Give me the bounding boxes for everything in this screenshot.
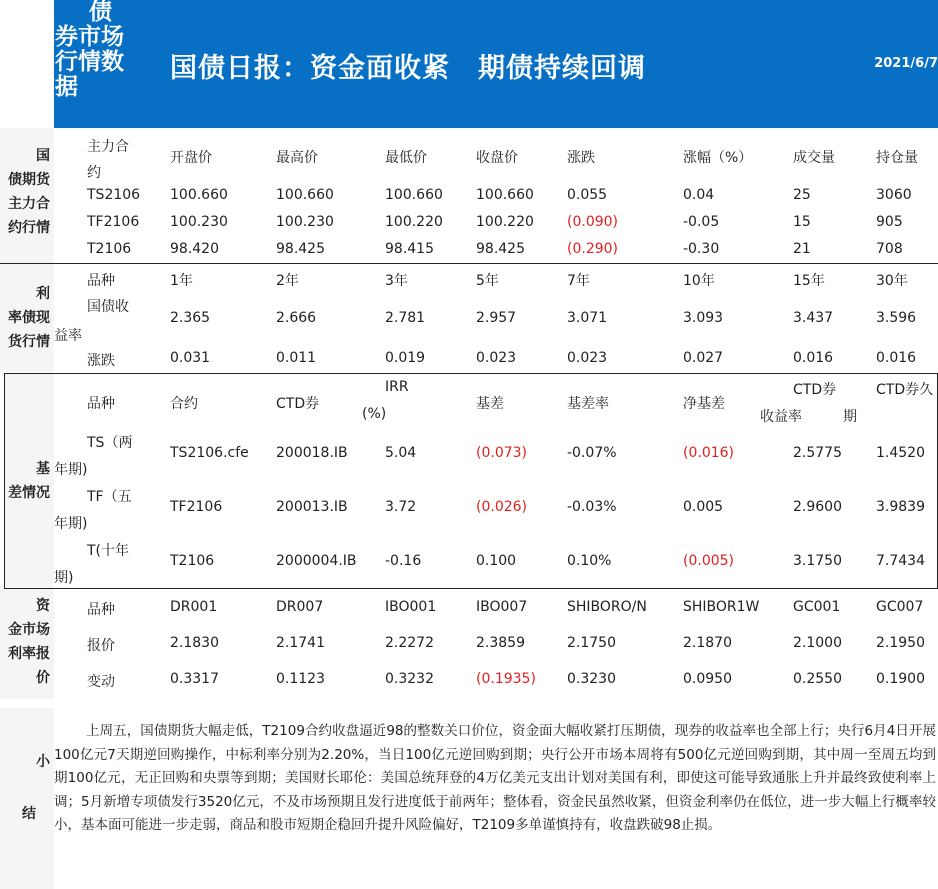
rates-section	[0, 264, 938, 372]
table-cell: SHIBOR1W	[683, 599, 760, 615]
label-line: 主力合	[8, 196, 50, 212]
table-cell: 0.3230	[567, 671, 616, 687]
header-cell: 涨幅（%）	[683, 150, 753, 166]
table-cell: 2.1830	[170, 635, 219, 651]
table-cell: 100.660	[170, 187, 228, 203]
row-label: 国债收	[87, 299, 129, 315]
table-cell: 100.220	[385, 214, 443, 230]
table-cell: 3.093	[683, 310, 724, 326]
table-cell: 0.1123	[276, 671, 325, 687]
brand-line: 行情数	[55, 49, 124, 75]
header-text: 主力合约	[87, 139, 129, 181]
table-cell: 100.660	[385, 187, 443, 203]
table-cell: TS2106.cfe	[170, 445, 249, 461]
table-cell: 100.230	[170, 214, 228, 230]
header-cell: 品种	[87, 396, 115, 412]
table-cell: 0.027	[683, 350, 724, 366]
table-cell: 5.04	[385, 445, 417, 461]
label-line: 货行情	[8, 334, 50, 350]
table-cell: 21	[793, 241, 811, 257]
header-cell: 开盘价	[170, 150, 212, 166]
basis-label	[5, 374, 54, 588]
table-cell: (0.290)	[567, 241, 619, 257]
label-line: 资	[36, 598, 50, 614]
money-section	[0, 589, 938, 699]
label-line: 利率报	[8, 646, 50, 662]
header-cell: 收益率	[760, 409, 802, 425]
label-line: 小	[36, 754, 50, 770]
table-cell: 0.1900	[876, 671, 925, 687]
table-cell: 0.016	[793, 350, 834, 366]
header-cell: 涨跌	[567, 150, 595, 166]
table-cell: (0.016)	[683, 445, 735, 461]
table-cell: 0.0950	[683, 671, 732, 687]
table-cell: TF2106	[170, 499, 223, 515]
table-cell: 100.660	[476, 187, 534, 203]
table-cell: 3.9839	[876, 499, 925, 515]
variety-cell: 年期)	[54, 516, 88, 532]
table-cell: (0.090)	[567, 214, 619, 230]
table-cell: 98.415	[385, 241, 434, 257]
header-cell: 基差率	[567, 396, 609, 412]
table-cell: 0.023	[567, 350, 608, 366]
table-cell: -0.07%	[567, 445, 617, 461]
table-cell: 2.781	[385, 310, 426, 326]
brand-line: 据	[55, 74, 78, 100]
table-cell: 3.437	[793, 310, 834, 326]
table-cell: -0.16	[385, 553, 422, 569]
table-cell: 708	[876, 241, 903, 257]
report-date: 2021/6/7	[874, 56, 938, 71]
variety-cell: 期)	[54, 570, 74, 586]
label-line: 约行情	[8, 220, 50, 236]
table-cell: 0.005	[683, 499, 724, 515]
header-cell: CTD券	[276, 396, 320, 412]
header-cell: 2年	[276, 273, 299, 289]
table-cell: (0.026)	[476, 499, 528, 515]
basis-content	[0, 373, 938, 589]
table-cell: 3.1750	[793, 553, 842, 569]
header-cell: 合约	[170, 396, 198, 412]
table-cell: 2.5775	[793, 445, 842, 461]
row-label: 品种	[87, 602, 115, 618]
table-cell: SHIBORO/N	[567, 599, 647, 615]
header-cell: 期	[843, 409, 857, 425]
table-cell: 7.7434	[876, 553, 925, 569]
table-cell: 2.1741	[276, 635, 325, 651]
table-cell: 0.2550	[793, 671, 842, 687]
table-cell: -0.03%	[567, 499, 617, 515]
table-cell: 200013.IB	[276, 499, 348, 515]
label-line: 债期货	[8, 172, 50, 188]
brand-line: 券市场	[55, 24, 124, 50]
table-cell: 3.596	[876, 310, 917, 326]
label-line: 价	[36, 670, 50, 686]
table-cell: 2.1750	[567, 635, 616, 651]
header-cell: 5年	[476, 273, 499, 289]
table-cell: (0.073)	[476, 445, 528, 461]
table-cell: 0.055	[567, 187, 608, 203]
table-cell: 15	[793, 214, 811, 230]
table-cell: 0.016	[876, 350, 917, 366]
header-cell: CTD券久	[876, 382, 934, 398]
label-line: 国	[36, 148, 50, 164]
table-cell: 3.071	[567, 310, 608, 326]
header-cell: 1年	[170, 273, 193, 289]
header-cell: 7年	[567, 273, 590, 289]
row-label: 报价	[87, 638, 115, 654]
table-cell: DR007	[276, 599, 324, 615]
table-cell: 2.1950	[876, 635, 925, 651]
header-cell: 品种	[87, 273, 115, 289]
contract-cell: T2106	[87, 241, 132, 257]
table-cell: 100.220	[476, 214, 534, 230]
futures-section	[0, 128, 938, 263]
table-cell: 2000004.IB	[276, 553, 357, 569]
label-line: 利	[36, 286, 50, 302]
label-line: 结	[22, 806, 36, 822]
header-cell: CTD券	[793, 382, 837, 398]
table-cell: 0.100	[476, 553, 517, 569]
header-cell: 基差	[476, 396, 504, 412]
table-cell: T2106	[170, 553, 215, 569]
variety-cell: T(十年	[87, 543, 130, 559]
table-cell: 98.420	[170, 241, 219, 257]
table-cell: 2.365	[170, 310, 211, 326]
table-cell: 0.3232	[385, 671, 434, 687]
header-cell: 15年	[793, 273, 825, 289]
header-cell: 净基差	[683, 396, 725, 412]
row-label: 涨跌	[87, 353, 115, 369]
table-cell: 2.1870	[683, 635, 732, 651]
table-cell: 100.660	[276, 187, 334, 203]
header-cell: 收盘价	[476, 150, 518, 166]
table-cell: -0.30	[683, 241, 720, 257]
contract-cell: TF2106	[87, 214, 140, 230]
table-cell: 1.4520	[876, 445, 925, 461]
table-cell: 3060	[876, 187, 912, 203]
page-title: 国债日报：资金面收紧 期债持续回调	[170, 53, 646, 84]
table-cell: 0.04	[683, 187, 715, 203]
variety-cell: 年期)	[54, 462, 88, 478]
table-cell: 3.72	[385, 499, 417, 515]
header-cell: IRR	[385, 379, 409, 395]
summary-body: 上周五，国债期货大幅走低，T2109合约收盘逼近98的整数关口价位，资金面大幅收紧打压期债，现券的收益率也全部上行；央行6月4日开展100亿元7天期逆回购操作，中标利率分别为2.20%，当日100亿元逆回购到期；央行公开市场本周将有500亿元逆回购到期，其中周一至周五均到期100亿元，无正回购和央票等到期；美国财长耶伦：美国总统拜登的4万亿美元支出计划对美国有利，即使这可能导致通胀上升并最终致使利率上调；5月新增专项债发行3520亿元，不及市场预期且发行进度低于前两年；整体看，资金民虽然收紧，但资金利率仍在低位，进一步大幅上行概率较小，基本面可能进一步走弱，商品和股市短期企稳回升提升风险偏好，T2109多单谨慎持有，收盘跌破98止损。	[54, 723, 936, 833]
table-cell: 0.011	[276, 350, 317, 366]
table-cell: 905	[876, 214, 903, 230]
header-cell: 30年	[876, 273, 908, 289]
header-cell: (%)	[362, 406, 387, 422]
header-cell: 最高价	[276, 150, 318, 166]
header-cell: 10年	[683, 273, 715, 289]
table-cell: 2.957	[476, 310, 517, 326]
table-cell: 2.1000	[793, 635, 842, 651]
summary-text	[54, 720, 936, 838]
header-cell: 成交量	[793, 150, 835, 166]
table-cell: 0.019	[385, 350, 426, 366]
table-cell: IBO007	[476, 599, 528, 615]
table-cell: 25	[793, 187, 811, 203]
variety-cell: TF（五	[87, 489, 132, 505]
table-cell: (0.005)	[683, 553, 735, 569]
table-cell: GC001	[793, 599, 841, 615]
label-line: 率债现	[8, 310, 50, 326]
table-cell: 2.666	[276, 310, 317, 326]
money-label	[0, 589, 54, 699]
label-line: 基	[36, 461, 50, 477]
header-cell: 3年	[385, 273, 408, 289]
row-label: 变动	[87, 674, 115, 690]
report-header	[0, 0, 938, 128]
table-cell: (0.1935)	[476, 671, 536, 687]
label-line: 差情况	[8, 485, 50, 501]
brand-line: 债	[89, 0, 112, 25]
table-cell: 98.425	[476, 241, 525, 257]
futures-label	[0, 128, 54, 263]
table-cell: 0.10%	[567, 553, 612, 569]
table-cell: 0.3317	[170, 671, 219, 687]
label-line: 金市场	[8, 622, 50, 638]
header-cell	[87, 134, 137, 186]
table-cell: 200018.IB	[276, 445, 348, 461]
table-cell: IBO001	[385, 599, 437, 615]
table-cell: 2.3859	[476, 635, 525, 651]
table-cell: 98.425	[276, 241, 325, 257]
table-cell: 0.023	[476, 350, 517, 366]
row-label: 益率	[54, 328, 82, 344]
table-cell: 100.230	[276, 214, 334, 230]
contract-cell: TS2106	[87, 187, 141, 203]
table-cell: GC007	[876, 599, 924, 615]
table-cell: 0.031	[170, 350, 211, 366]
brand-label	[55, 0, 153, 100]
summary-label	[0, 708, 54, 889]
header-cell: 最低价	[385, 150, 427, 166]
table-cell: 2.9600	[793, 499, 842, 515]
table-cell: DR001	[170, 599, 218, 615]
header-cell: 持仓量	[876, 150, 918, 166]
variety-cell: TS（两	[87, 435, 133, 451]
table-cell: 2.2272	[385, 635, 434, 651]
table-cell: -0.05	[683, 214, 720, 230]
rates-label	[0, 264, 54, 372]
